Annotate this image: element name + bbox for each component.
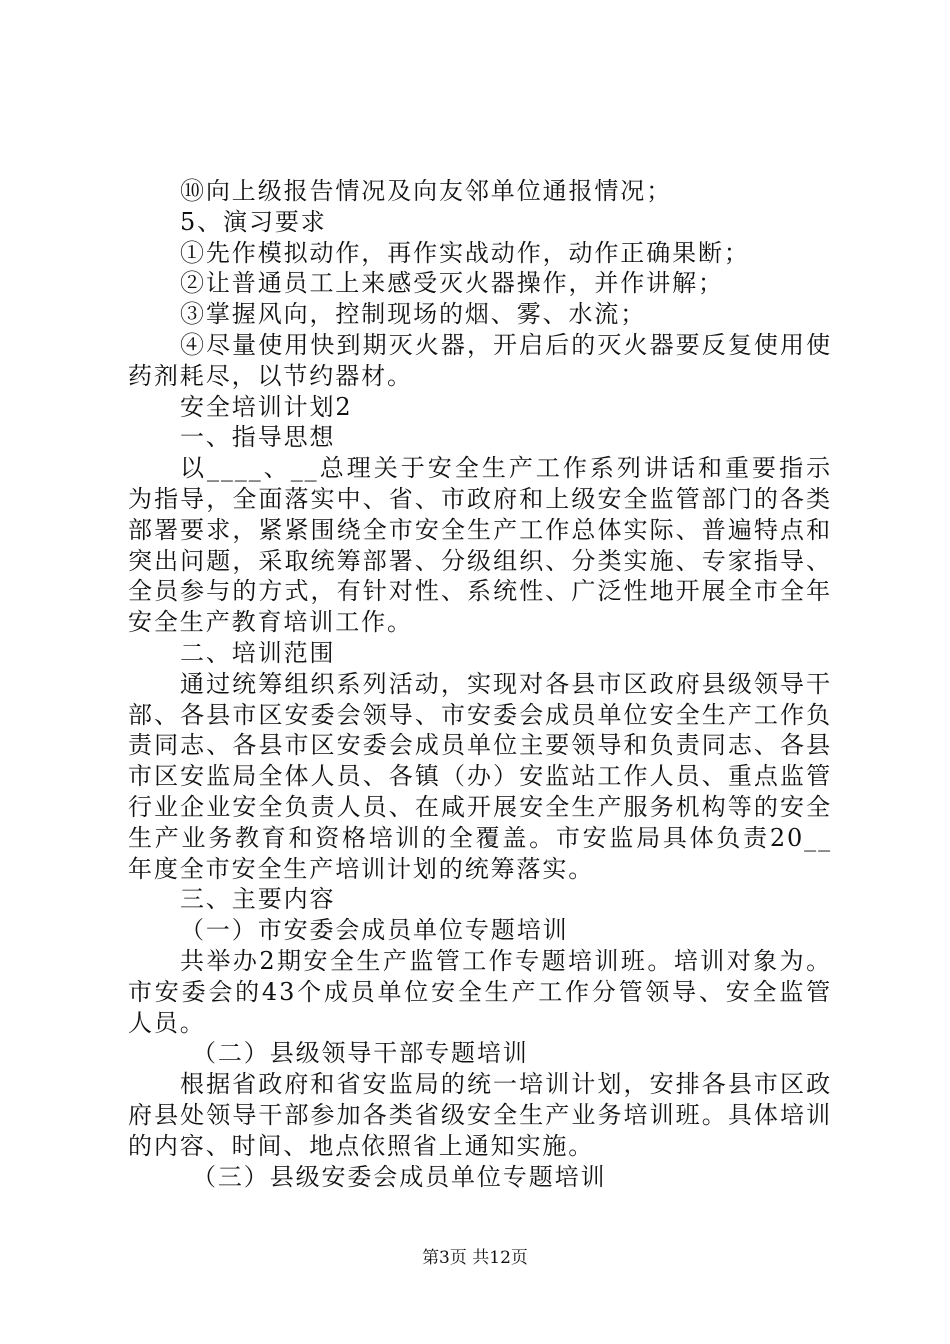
list-item-3: ③掌握风向，控制现场的烟、雾、水流； [180,300,647,329]
section-heading-guiding-ideology: 一、指导思想 [180,423,336,452]
section-heading-main-content: 三、主要内容 [180,885,336,914]
paragraph-guiding-ideology: 以____、__总理关于安全生产工作系列讲话和重要指示为指导，全面落实中、省、市政府和上级安全监管部门的各类部署要求，紧紧围绕全市安全生产工作总体实际、普遍特点和突出问题，采取统筹部署、分级组织、分类实施、专家指导、全员参与的方式，有针对性、系统性、广泛性地开展全市全年安全生产教育培训工作。 [128,454,832,637]
list-item-2: ②让普通员工上来感受灭火器操作，并作讲解； [180,269,724,298]
list-item-1: ①先作模拟动作，再作实战动作，动作正确果断； [180,238,750,267]
list-item-10: ⑩向上级报告情况及向友邻单位通报情况； [180,177,673,205]
paragraph-subsection-1: 共举办2期安全生产监管工作专题培训班。培训对象为。市安委会的43个成员单位安全生产工作分管领导、安全监管人员。 [128,946,832,1037]
paragraph-training-scope: 通过统筹组织系列活动，实现对各县市区政府县级领导干部、各县市区安委会领导、市安委会成员单位安全生产工作负责同志、各县市区安委会成员单位主要领导和负责同志、各县市区安监局全体人员、各镇（办）安监站工作人员、重点监管行业企业安全负责人员、在咸开展安全生产服务机构等的安全生产业务教育和资格培训的全覆盖。市安监局具体负责20__年度全市安全生产培训计划的统筹落实。 [128,669,832,883]
document-body [128,176,832,1192]
list-item-4: ④尽量使用快到期灭火器，开启后的灭火器要反复使用使药剂耗尽，以节约器材。 [128,330,832,390]
document-subtitle: 安全培训计划2 [180,392,353,421]
section-heading-training-scope: 二、培训范围 [180,638,336,667]
page-number-footer: 第3页 共12页 [422,1248,528,1268]
subsection-heading-1: （一）市安委会成员单位专题培训 [180,916,569,945]
subsection-heading-3: （三）县级安委会成员单位专题培训 [192,1162,607,1191]
paragraph-subsection-2: 根据省政府和省安监局的统一培训计划，安排各县市区政府县处领导干部参加各类省级安全生产业务培训班。具体培训的内容、时间、地点依照省上通知实施。 [128,1070,832,1160]
section-heading-drill-requirements: 5、演习要求 [180,207,327,236]
subsection-heading-2: （二）县级领导干部专题培训 [192,1039,529,1068]
